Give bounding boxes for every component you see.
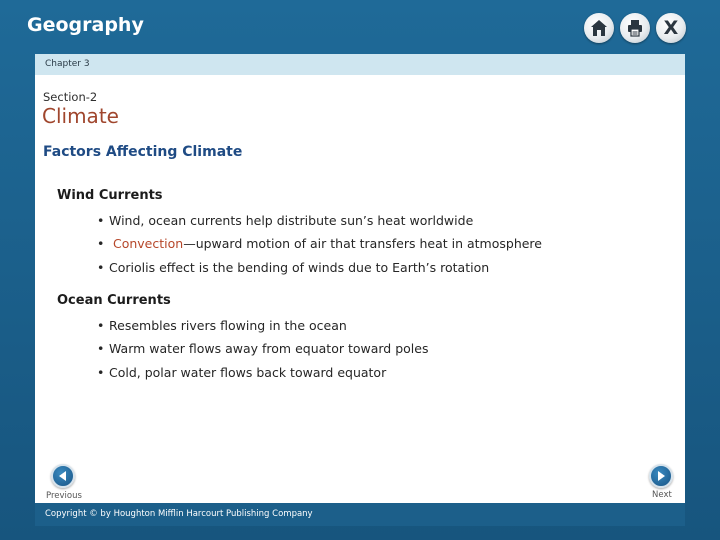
topic-heading-wind: Wind Currents	[57, 188, 163, 203]
page-title: Climate	[42, 104, 119, 128]
term-convection: Convection	[112, 236, 184, 252]
bullet-list-ocean	[97, 314, 428, 384]
list-item: • Wind, ocean currents help distribute sun’s heat worldwide	[97, 213, 474, 228]
arrow-left-icon	[57, 470, 69, 482]
footer-bar	[35, 503, 685, 526]
app-title: Geography	[27, 14, 144, 36]
home-button[interactable]	[584, 13, 614, 43]
list-item: • Resembles rivers flowing in the ocean	[97, 318, 347, 333]
section-label: Section-2	[43, 90, 98, 104]
next-label[interactable]: Next	[652, 490, 672, 500]
home-icon	[589, 18, 609, 38]
list-item: • Cold, polar water flows back toward equator	[97, 364, 387, 380]
toolbar	[584, 13, 686, 43]
next-button[interactable]	[649, 464, 673, 488]
chapter-label: Chapter 3	[45, 59, 90, 69]
list-item: • Convection—upward motion of air that transfers heat in atmosphere	[97, 236, 542, 252]
list-item: • Coriolis effect is the bending of winds due to Earth’s rotation	[97, 259, 490, 275]
printer-icon	[625, 18, 645, 38]
previous-button[interactable]	[51, 464, 75, 488]
topic-heading-ocean: Ocean Currents	[57, 293, 171, 308]
print-button[interactable]	[620, 13, 650, 43]
list-item: • Warm water flows away from equator toward poles	[97, 341, 429, 357]
page-subtitle: Factors Affecting Climate	[43, 144, 243, 160]
arrow-right-icon	[655, 470, 667, 482]
copyright-text: Copyright © by Houghton Mifflin Harcourt Publishing Company	[45, 509, 313, 519]
slide-content	[35, 75, 685, 503]
close-icon: X	[663, 17, 679, 39]
close-button[interactable]	[656, 13, 686, 43]
previous-label[interactable]: Previous	[46, 491, 82, 501]
chapter-bar	[35, 54, 685, 75]
bullet-list-wind	[97, 209, 542, 279]
